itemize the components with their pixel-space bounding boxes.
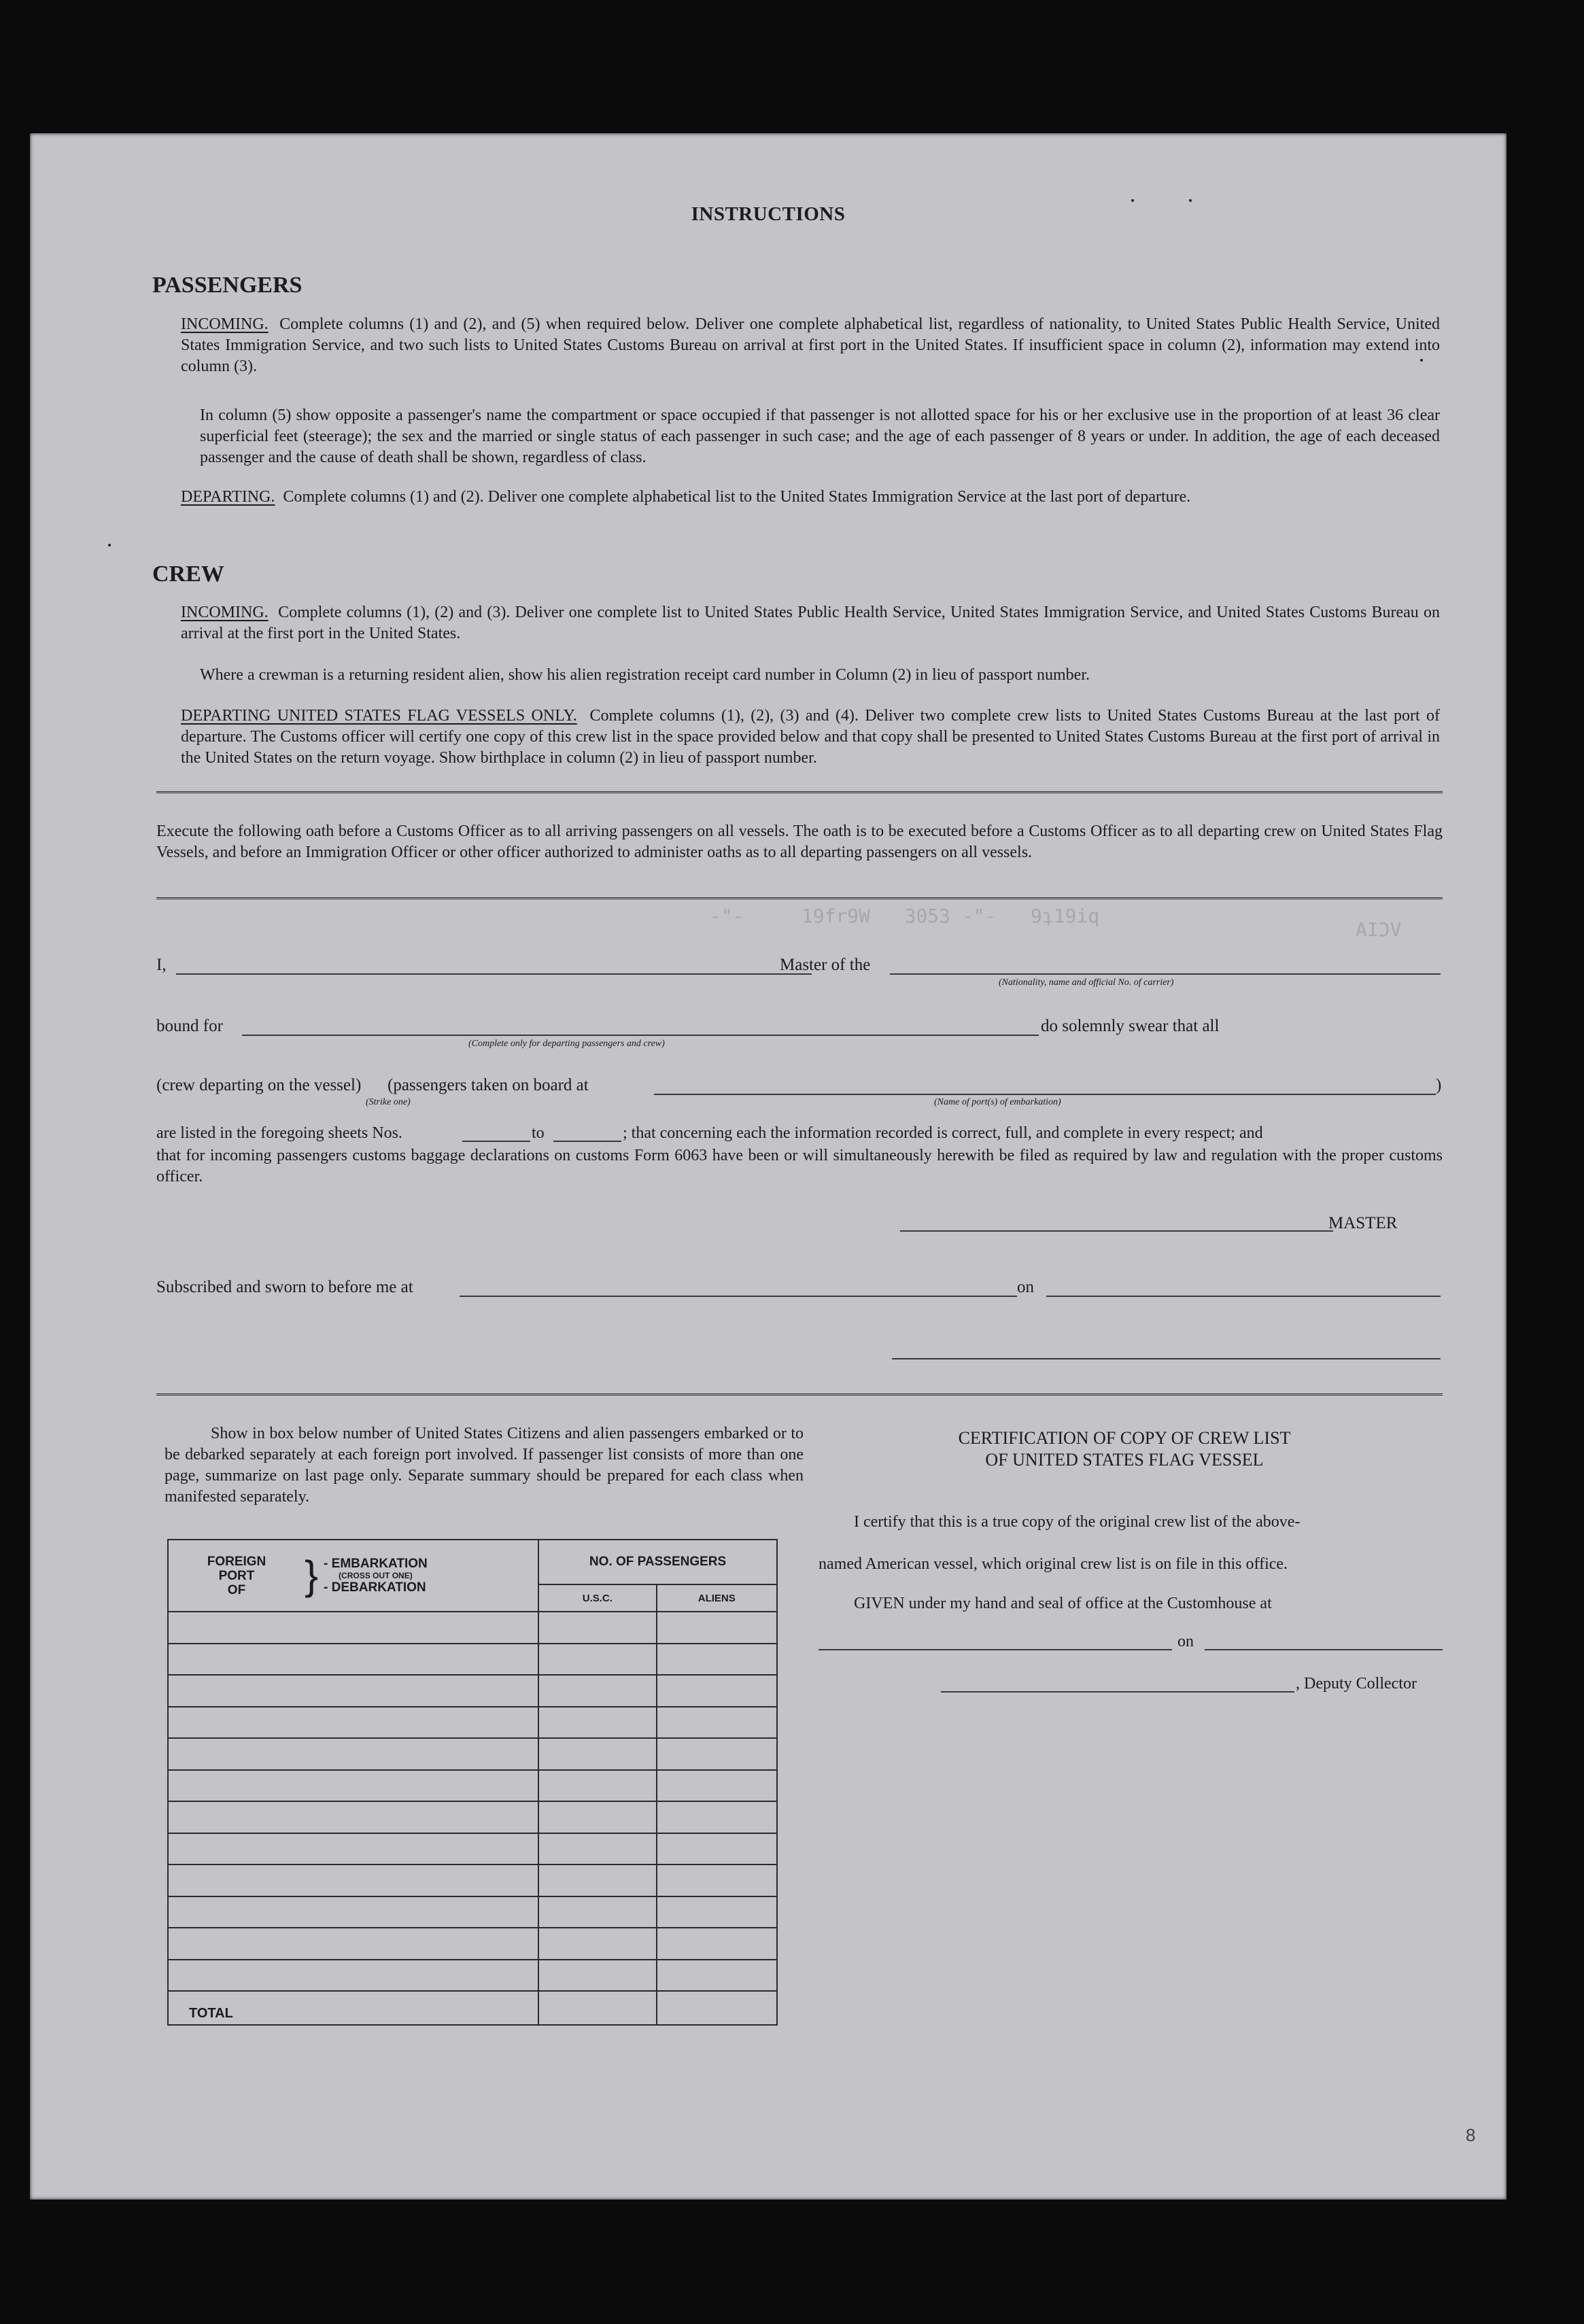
scan-speck [1131, 199, 1134, 202]
foreign-label: FOREIGN [207, 1554, 266, 1569]
nationality-note: (Nationality, name and official No. of carrier) [999, 977, 1174, 988]
usc-cell[interactable] [538, 1801, 656, 1833]
sheet-from-field[interactable] [462, 1141, 530, 1142]
instructions-title: INSTRUCTIONS [691, 203, 846, 225]
aliens-cell[interactable] [657, 1960, 777, 1992]
aliens-cell[interactable] [657, 1801, 777, 1833]
crew-incoming-text: Complete columns (1), (2) and (3). Deliver one complete list to United States Public Health Service, United States Immigration Service, and United States Customs Bureau on arrival at the first port in the United States. [181, 604, 1441, 642]
port-cell[interactable] [168, 1896, 538, 1928]
usc-cell[interactable] [538, 1896, 656, 1928]
port-label: PORT [218, 1568, 255, 1583]
usc-cell[interactable] [538, 1675, 656, 1707]
listed-text-a: are listed in the foregoing sheets Nos. [156, 1124, 402, 1142]
aliens-cell[interactable] [657, 1928, 777, 1960]
summary-row [168, 1738, 777, 1770]
summary-row [168, 1928, 777, 1960]
deputy-signature-field[interactable] [941, 1691, 1294, 1693]
aliens-cell[interactable] [657, 1707, 777, 1739]
strike-one-note: (Strike one) [366, 1097, 411, 1107]
certify-line2: named American vessel, which original crew list is on file in this office. [819, 1555, 1288, 1573]
embarkation-ports-field[interactable] [654, 1094, 1436, 1095]
usc-cell[interactable] [538, 1833, 656, 1865]
complete-only-note: (Complete only for departing passengers and crew) [468, 1039, 665, 1049]
summary-row [168, 1865, 777, 1896]
usc-cell[interactable] [538, 1865, 656, 1896]
usc-cell[interactable] [538, 1644, 656, 1676]
passengers-column5-paragraph: In column (5) show opposite a passenger's name the compartment or space occupied if that passenger is not allotted space for his or her exclusive use in the proportion of at least 36 clear superficial feet (steerage); the sex and the married or single status of each passenger in such case; and the age of each passenger of 8 years or under. In addition, the age of each deceased passenger and the cause of death shall be shown, regardless of class. [200, 406, 1440, 466]
crew-resident-paragraph: Where a crewman is a returning resident alien, show his alien registration receipt card number in Column (2) in lieu of passport number. [200, 666, 1090, 684]
aliens-cell[interactable] [657, 1896, 777, 1928]
master-name-field[interactable] [176, 973, 812, 975]
port-cell[interactable] [168, 1865, 538, 1896]
crew-departing-label: DEPARTING UNITED STATES FLAG VESSELS ONLY. [181, 707, 577, 725]
debarkation-label: - DEBARKATION [324, 1580, 426, 1595]
usc-cell[interactable] [538, 1770, 656, 1802]
usc-cell[interactable] [538, 1612, 656, 1644]
aliens-cell[interactable] [657, 1612, 777, 1644]
total-aliens-cell[interactable] [657, 1991, 777, 2025]
usc-cell[interactable] [538, 1960, 656, 1992]
summary-row [168, 1675, 777, 1707]
certify-line1: I certify that this is a true copy of the original crew list of the above- [854, 1513, 1301, 1531]
passengers-incoming-paragraph [181, 314, 1440, 377]
summary-row [168, 1644, 777, 1676]
bleed-through-text: AIƆV [1356, 918, 1402, 941]
summary-instruction: Show in box below number of United States Citizens and alien passengers embarked or to be debarked separately at each foreign port involved. If passenger list consists of more than one page, summarize on last page only. Separate summary should be prepared for each class when manifested separately. [165, 1425, 804, 1506]
usc-cell[interactable] [538, 1707, 656, 1739]
master-signature-field[interactable] [900, 1230, 1333, 1232]
customhouse-field[interactable] [819, 1649, 1172, 1650]
crew-departing-paragraph [181, 706, 1440, 769]
port-header-cell [168, 1540, 538, 1612]
listed-text-b: ; that concerning each the information recorded is correct, full, and complete in every respect; and [623, 1124, 1263, 1142]
sworn-on-label: on [1017, 1278, 1034, 1296]
port-cell[interactable] [168, 1675, 538, 1707]
bottom-divider [156, 1393, 1443, 1397]
scan-speck [1189, 199, 1192, 202]
vessel-name-field[interactable] [890, 973, 1441, 975]
master-label: MASTER [1328, 1214, 1398, 1232]
summary-row [168, 1801, 777, 1833]
section-divider [156, 791, 1443, 795]
officer-signature-field[interactable] [892, 1358, 1441, 1359]
crew-incoming-label: INCOMING. [181, 604, 269, 621]
passenger-summary-table [167, 1539, 778, 2026]
passengers-taken-option: (passengers taken on board at [388, 1076, 589, 1094]
oath-i-label: I, [156, 956, 167, 974]
bound-for-label: bound for [156, 1017, 223, 1035]
listed-text-rest: that for incoming passengers customs baggage declarations on customs Form 6063 have been or will simultaneously herewith be filed as required by law and regulation with the proper customs officer. [156, 1147, 1443, 1185]
passengers-departing-text: Complete columns (1) and (2). Deliver one complete alphabetical list to the United States Immigration Service at the last port of departure. [283, 488, 1191, 506]
port-cell[interactable] [168, 1644, 538, 1676]
oath-divider [156, 897, 1443, 901]
usc-header: U.S.C. [538, 1584, 656, 1612]
port-cell[interactable] [168, 1738, 538, 1770]
of-label: OF [227, 1582, 246, 1597]
no-of-passengers-header: NO. OF PASSENGERS [538, 1540, 777, 1584]
given-line: GIVEN under my hand and seal of office at the Customhouse at [854, 1595, 1272, 1612]
deputy-collector-label: , Deputy Collector [1296, 1675, 1417, 1693]
summary-row [168, 1612, 777, 1644]
passengers-departing-label: DEPARTING. [181, 488, 275, 506]
subscribed-label: Subscribed and sworn to before me at [156, 1278, 413, 1296]
total-usc-cell[interactable] [538, 1991, 656, 2025]
swear-text: do solemnly swear that all [1041, 1017, 1220, 1035]
cert-on-label: on [1177, 1633, 1194, 1650]
cert-date-field[interactable] [1205, 1649, 1443, 1650]
port-cell[interactable] [168, 1612, 538, 1644]
scan-speck [1420, 359, 1423, 362]
embarkation-label: - EMBARKATION [324, 1557, 428, 1571]
scan-speck [108, 544, 111, 547]
listed-to: to [532, 1124, 545, 1142]
summary-row [168, 1770, 777, 1802]
form-page [30, 133, 1506, 2200]
sworn-date-field[interactable] [1046, 1296, 1441, 1297]
summary-row [168, 1833, 777, 1865]
aliens-cell[interactable] [657, 1865, 777, 1896]
close-paren: ) [1436, 1076, 1442, 1094]
certification-title [819, 1427, 1430, 1471]
crew-departing-option: (crew departing on the vessel) [156, 1076, 362, 1094]
port-cell[interactable] [168, 1770, 538, 1802]
port-cell[interactable] [168, 1801, 538, 1833]
total-label: TOTAL [168, 1991, 538, 2025]
sheet-to-field[interactable] [553, 1141, 621, 1142]
passengers-departing-paragraph [181, 487, 1440, 508]
summary-row [168, 1960, 777, 1992]
crew-departing-text: Complete columns (1), (2), (3) and (4). Deliver two complete crew lists to United States Customs Bureau at the last port of departure. The Customs officer will certify one copy of this crew list in the space provided below and that copy shall be presented to United States Customs Bureau at the first port of arrival in the United States on the return voyage. Show birthplace in column (2) in lieu of passport number. [181, 707, 1440, 767]
port-cell[interactable] [168, 1833, 538, 1865]
summary-row [168, 1896, 777, 1928]
usc-cell[interactable] [538, 1928, 656, 1960]
cross-out-note: (CROSS OUT ONE) [339, 1571, 413, 1580]
oath-intro-paragraph: Execute the following oath before a Customs Officer as to all arriving passengers on all vessels. The oath is to be executed before a Customs Officer as to all departing crew on United States Flag Vessels, and before an Immigration Officer or other officer authorized to administer oaths as to all departing passengers on all vessels. [156, 822, 1443, 861]
bleed-through-text: -"- 19fr9W 3053 -"- 9ʇ19iq [710, 905, 1100, 927]
summary-row [168, 1707, 777, 1739]
sworn-place-field[interactable] [460, 1296, 1017, 1297]
aliens-header: ALIENS [657, 1584, 777, 1612]
bound-for-field[interactable] [242, 1035, 1039, 1036]
aliens-cell[interactable] [657, 1738, 777, 1770]
certification-title-line2: OF UNITED STATES FLAG VESSEL [985, 1450, 1264, 1470]
aliens-cell[interactable] [657, 1644, 777, 1676]
aliens-cell[interactable] [657, 1675, 777, 1707]
crew-incoming-paragraph [181, 602, 1440, 644]
ports-note: (Name of port(s) of embarkation) [934, 1097, 1061, 1107]
crew-heading: CREW [152, 561, 224, 587]
port-cell[interactable] [168, 1707, 538, 1739]
passengers-incoming-text: Complete columns (1) and (2), and (5) when required below. Deliver one complete alphabetical list, regardless of nationality, to United States Public Health Service, United States Immigration Service, and two such lists to United States Customs Bureau on arrival at first port in the United States. If insufficient space in column (2), information may extend into column (3). [181, 315, 1440, 375]
page-number: 8 [1466, 2125, 1476, 2145]
passengers-heading: PASSENGERS [152, 273, 303, 298]
aliens-cell[interactable] [657, 1833, 777, 1865]
port-cell[interactable] [168, 1928, 538, 1960]
port-cell[interactable] [168, 1960, 538, 1992]
foreign-port-of-label [169, 1555, 305, 1597]
usc-cell[interactable] [538, 1738, 656, 1770]
master-of-label: Master of the [780, 956, 871, 974]
passengers-incoming-label: INCOMING. [181, 315, 269, 333]
certification-title-line1: CERTIFICATION OF COPY OF CREW LIST [958, 1428, 1291, 1448]
aliens-cell[interactable] [657, 1770, 777, 1802]
brace-icon: } [305, 1553, 319, 1598]
